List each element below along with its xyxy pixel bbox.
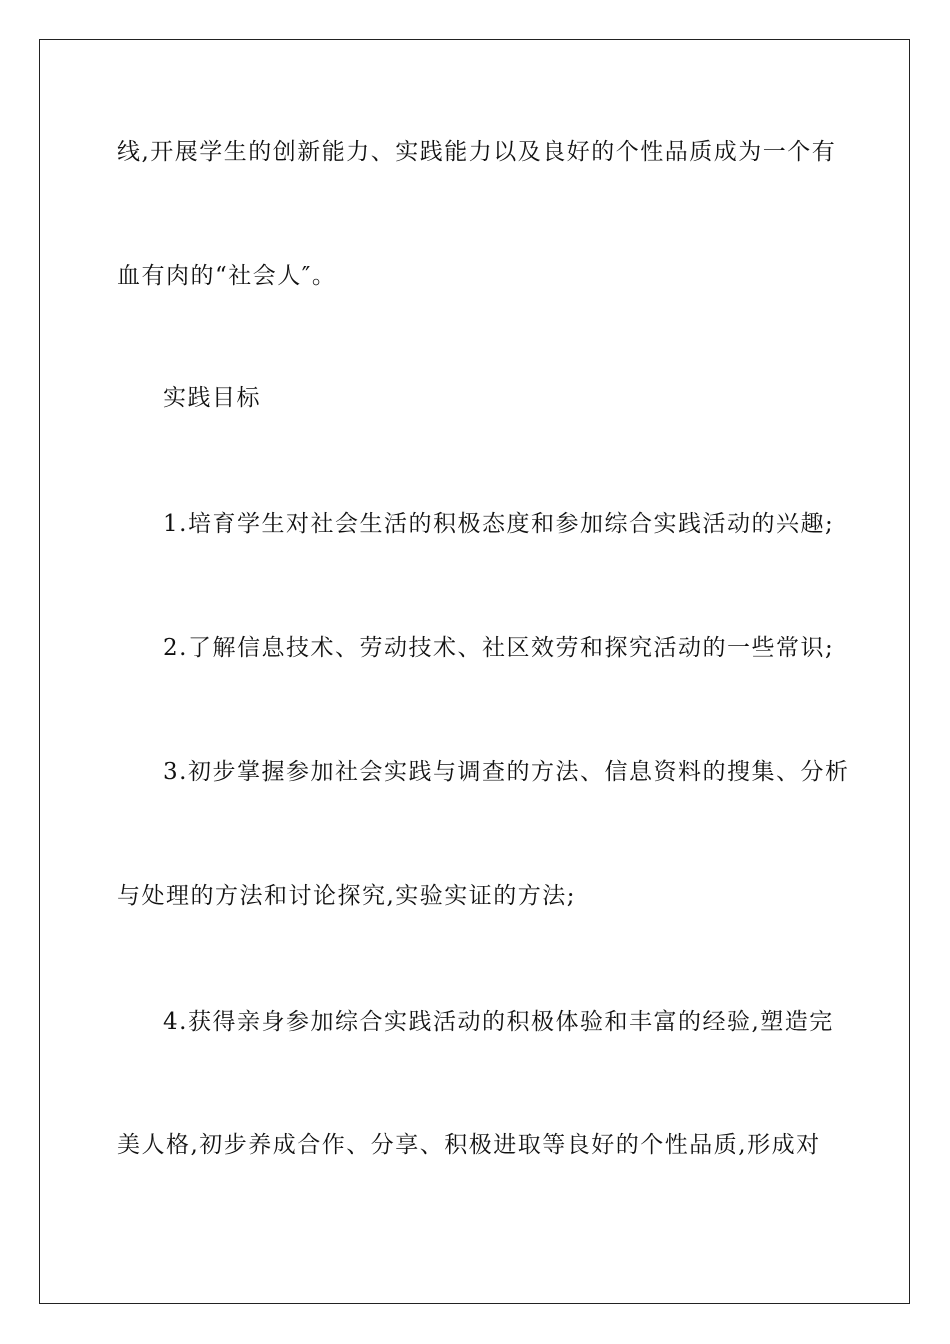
section-heading: 实践目标 <box>163 385 261 411</box>
paragraph-line-2: 血有肉的“社会人″。 <box>117 263 337 289</box>
goal-item-4-continued: 美人格,初步养成合作、分享、积极进取等良好的个性品质,形成对 <box>117 1132 821 1158</box>
goal-item-3: 3.初步掌握参加社会实践与调查的方法、信息资料的搜集、分析 <box>163 759 850 785</box>
goal-item-3-continued: 与处理的方法和讨论探究,实验实证的方法; <box>117 883 577 909</box>
page-border <box>39 39 910 1304</box>
goal-item-1: 1.培育学生对社会生活的积极态度和参加综合实践活动的兴趣; <box>163 511 835 537</box>
goal-item-2: 2.了解信息技术、劳动技术、社区效劳和探究活动的一些常识; <box>163 635 835 661</box>
paragraph-line-1: 线,开展学生的创新能力、实践能力以及良好的个性品质成为一个有 <box>117 139 837 165</box>
goal-item-4: 4.获得亲身参加综合实践活动的积极体验和丰富的经验,塑造完 <box>163 1009 834 1035</box>
